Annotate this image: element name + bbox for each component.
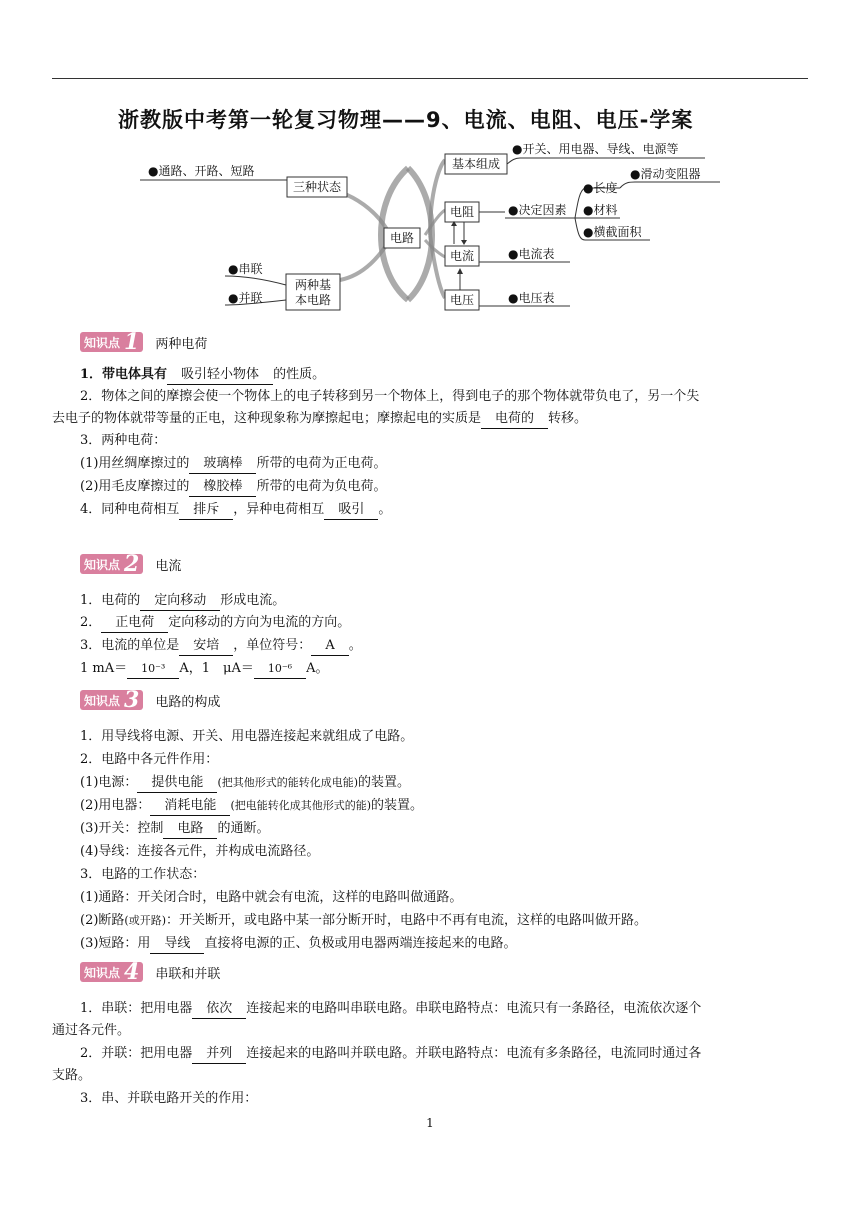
- paragraph: 2． 正电荷 定向移动的方向为电流的方向。: [80, 612, 810, 634]
- knowledge-badge: 知识点 3: [80, 690, 143, 710]
- section-title: 电路的构成: [155, 694, 221, 710]
- resistance-node: 电阻: [449, 205, 475, 219]
- paragraph: (1)通路：开关闭合时，电路中就会有电流，这样的电路叫做通路。: [80, 890, 463, 905]
- voltmeter-leaf: ●电压表: [508, 291, 555, 305]
- center-node: 电路: [389, 231, 415, 245]
- section-header-3: [80, 687, 221, 713]
- paragraph: 1．带电体具有 吸引轻小物体 的性质。: [80, 364, 810, 386]
- knowledge-badge: 知识点 1: [80, 332, 143, 352]
- section-header-4: [80, 959, 221, 985]
- paragraph: (2)用电器： 消耗电能 (把电能转化成其他形式的能)的装置。: [80, 795, 810, 817]
- paragraph: 3．电路的工作状态：: [80, 867, 206, 882]
- paragraph: 2．物体之间的摩擦会使一个物体上的电子转移到另一个物体上，得到电子的那个物体就带负电了，另一个失: [80, 389, 700, 404]
- parallel-leaf: ●并联: [228, 291, 263, 305]
- rheostat-leaf: ●滑动变阻器: [630, 167, 701, 181]
- basic-leaf: ●开关、用电器、导线、电源等: [512, 142, 679, 156]
- section-header-2: [80, 551, 182, 577]
- basic-node: 基本组成: [451, 157, 501, 171]
- circuits-node-line1: 两种基: [294, 278, 332, 292]
- section-title: 串联和并联: [155, 966, 221, 982]
- page-title: 浙教版中考第一轮复习物理——9、电流、电阻、电压-学案: [118, 108, 694, 132]
- paragraph: 通过各元件。: [52, 1023, 131, 1038]
- circuits-node-line2: 本电路: [294, 293, 332, 307]
- section-title: 电流: [155, 558, 182, 574]
- paragraph: 3．串、并联电路开关的作用：: [80, 1091, 258, 1106]
- paragraph: 去电子的物体就带等量的正电，这种现象称为摩擦起电；摩擦起电的实质是 电荷的 转移。: [52, 408, 782, 430]
- paragraph: 3．电流的单位是 安培 ，单位符号： A 。: [80, 635, 810, 657]
- knowledge-badge: 知识点 4: [80, 962, 143, 982]
- paragraph: 1．用导线将电源、开关、用电器连接起来就组成了电路。: [80, 729, 414, 744]
- states-node: 三种状态: [292, 180, 342, 194]
- current-node: 电流: [449, 249, 475, 263]
- paragraph: (1)电源： 提供电能 (把其他形式的能转化成电能)的装置。: [80, 772, 810, 794]
- paragraph: (4)导线：连接各元件，并构成电流路径。: [80, 844, 320, 859]
- paragraph: 1．电荷的 定向移动 形成电流。: [80, 590, 810, 612]
- paragraph: 2．并联：把用电器 并列 连接起来的电路叫并联电路。并联电路特点：电流有多条路径，电流同时通过各: [80, 1043, 810, 1065]
- series-leaf: ●串联: [228, 262, 263, 276]
- factors-leaf: ●决定因素: [508, 203, 567, 217]
- ammeter-leaf: ●电流表: [508, 247, 555, 261]
- paragraph: 3．两种电荷：: [80, 433, 167, 448]
- paragraph: 1 mA＝ 10⁻³ A，1 μA＝ 10⁻⁶ A。: [80, 658, 810, 680]
- paragraph: (3)短路：用 导线 直接将电源的正、负极或用电器两端连接起来的电路。: [80, 933, 810, 955]
- concept-map: [140, 140, 760, 320]
- page-number: 1: [426, 1116, 434, 1130]
- voltage-node: 电压: [449, 293, 475, 307]
- paragraph: 支路。: [52, 1068, 92, 1083]
- paragraph: 2．电路中各元件作用：: [80, 752, 219, 767]
- paragraph: (3)开关：控制 电路 的通断。: [80, 818, 810, 840]
- paragraph: (2)断路(或开路)：开关断开，或电路中某一部分断开时，电路中不再有电流，这样的电路叫做开路。: [80, 913, 648, 928]
- section-header-1: [80, 329, 208, 355]
- paragraph: (2)用毛皮摩擦过的 橡胶棒 所带的电荷为负电荷。: [80, 476, 810, 498]
- header-rule: [52, 78, 808, 79]
- paragraph: 4．同种电荷相互 排斥 ，异种电荷相互 吸引 。: [80, 499, 810, 521]
- paragraph: 1．串联：把用电器 依次 连接起来的电路叫串联电路。串联电路特点：电流只有一条路径，电流依次逐个: [80, 998, 810, 1020]
- knowledge-badge: 知识点 2: [80, 554, 143, 574]
- states-leaf: ●通路、开路、短路: [148, 164, 255, 178]
- paragraph: (1)用丝绸摩擦过的 玻璃棒 所带的电荷为正电荷。: [80, 453, 810, 475]
- area-leaf: ●横截面积: [583, 225, 642, 239]
- section-title: 两种电荷: [155, 336, 208, 352]
- length-leaf: ●长度: [583, 181, 618, 195]
- material-leaf: ●材料: [583, 203, 618, 217]
